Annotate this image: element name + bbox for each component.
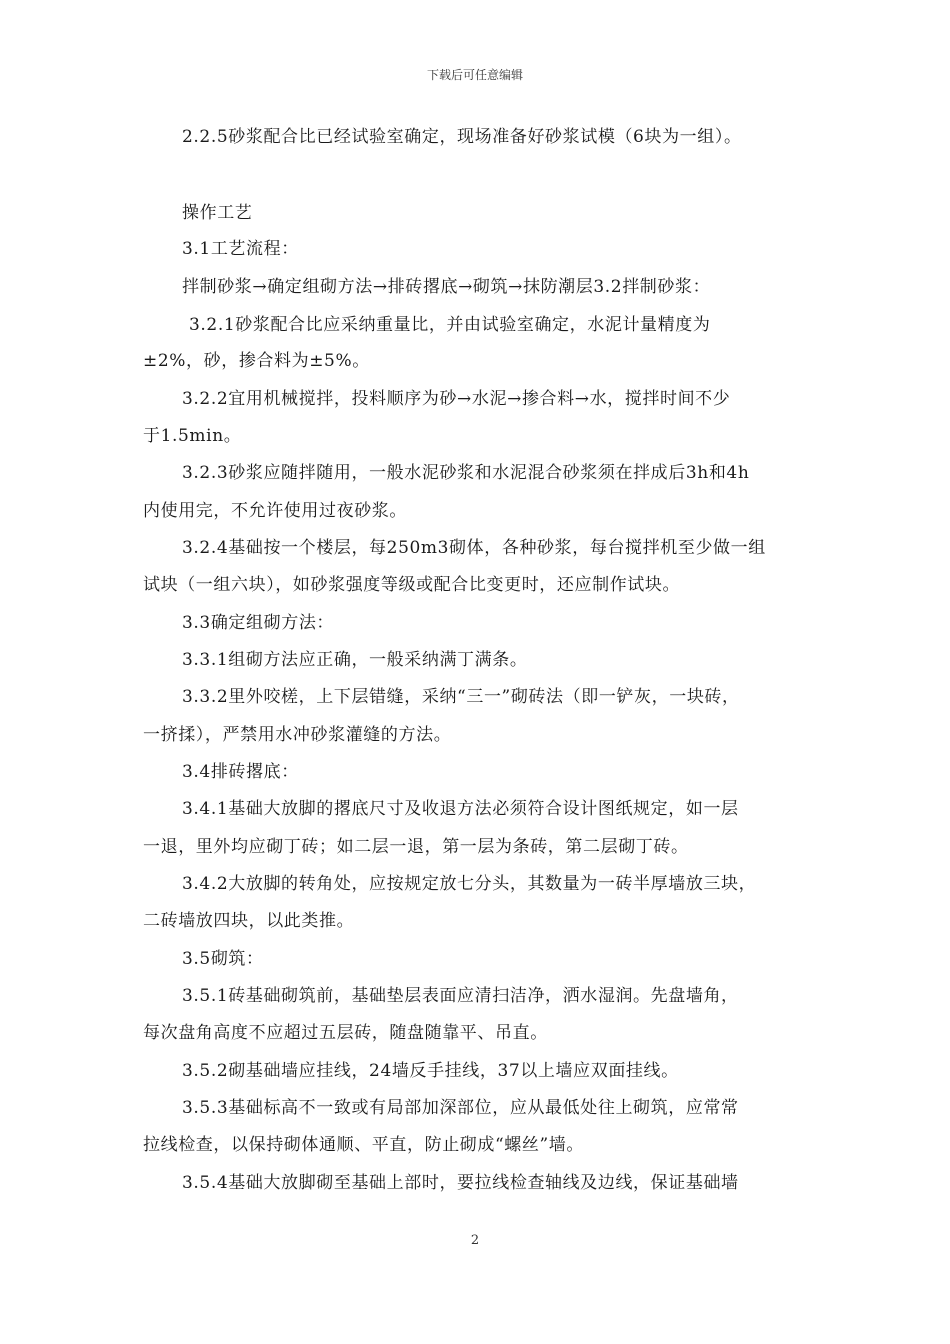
text-line: 3.5.1砖基础砌筑前，基础垫层表面应清扫洁净，洒水湿润。先盘墙角， [182,986,739,1006]
text-line: ±2%，砂，掺合料为±5%。 [143,351,370,371]
text-line: 3.5.3基础标高不一致或有局部加深部位，应从最低处往上砌筑，应常常 [182,1098,739,1118]
text-line: 3.4.1基础大放脚的撂底尺寸及收退方法必须符合设计图纸规定，如一层 [182,799,739,819]
text-line: 3.5砌筑： [182,949,264,969]
text-line: 3.2.4基础按一个楼层，每250m3砌体，各种砂浆，每台搅拌机至少做一组 [182,538,766,558]
text-line: 于1.5min。 [143,426,242,446]
text-line: 3.3确定组砌方法： [182,613,335,633]
text-line: 拌制砂浆→确定组砌方法→排砖撂底→砌筑→抹防潮层3.2拌制砂浆： [182,277,711,297]
text-line: 3.1工艺流程： [182,239,299,259]
text-line: 一挤揉），严禁用水冲砂浆灌缝的方法。 [143,725,452,745]
text-line: 拉线检查，以保持砌体通顺、平直，防止砌成“螺丝”墙。 [143,1135,584,1155]
text-line: 3.2.1砂浆配合比应采纳重量比，并由试验室确定，水泥计量精度为 [189,315,711,335]
text-line: 3.2.2宜用机械搅拌，投料顺序为砂→水泥→掺合料→水，搅拌时间不少 [182,389,731,409]
section-heading: 操作工艺 [182,203,253,223]
page-header: 下载后可任意编辑 [426,68,523,82]
text-line: 3.2.3砂浆应随拌随用，一般水泥砂浆和水泥混合砂浆须在拌成后3h和4h [182,463,750,483]
text-line: 二砖墙放四块，以此类推。 [143,911,355,931]
text-line: 试块（一组六块），如砂浆强度等级或配合比变更时，还应制作试块。 [143,575,681,595]
text-line: 3.5.2砌基础墙应挂线，24墙反手挂线，37以上墙应双面挂线。 [182,1061,679,1081]
page-number: 2 [470,1233,480,1248]
text-line: 3.5.4基础大放脚砌至基础上部时，要拉线检查轴线及边线，保证基础墙 [182,1173,739,1193]
text-line: 一退，里外均应砌丁砖；如二层一退，第一层为条砖，第二层砌丁砖。 [143,837,689,857]
text-line: 3.3.2里外咬槎，上下层错缝，采纳“三一”砌砖法（即一铲灰，一块砖， [182,687,740,707]
text-line: 内使用完，不允许使用过夜砂浆。 [143,501,407,521]
text-line: 2.2.5砂浆配合比已经试验室确定，现场准备好砂浆试模（6块为一组）。 [182,127,742,147]
text-line: 3.4.2大放脚的转角处，应按规定放七分头，其数量为一砖半厚墙放三块， [182,874,757,894]
text-line: 3.4排砖撂底： [182,762,299,782]
text-line: 3.3.1组砌方法应正确，一般采纳满丁满条。 [182,650,528,670]
text-line: 每次盘角高度不应超过五层砖，随盘随靠平、吊直。 [143,1023,548,1043]
